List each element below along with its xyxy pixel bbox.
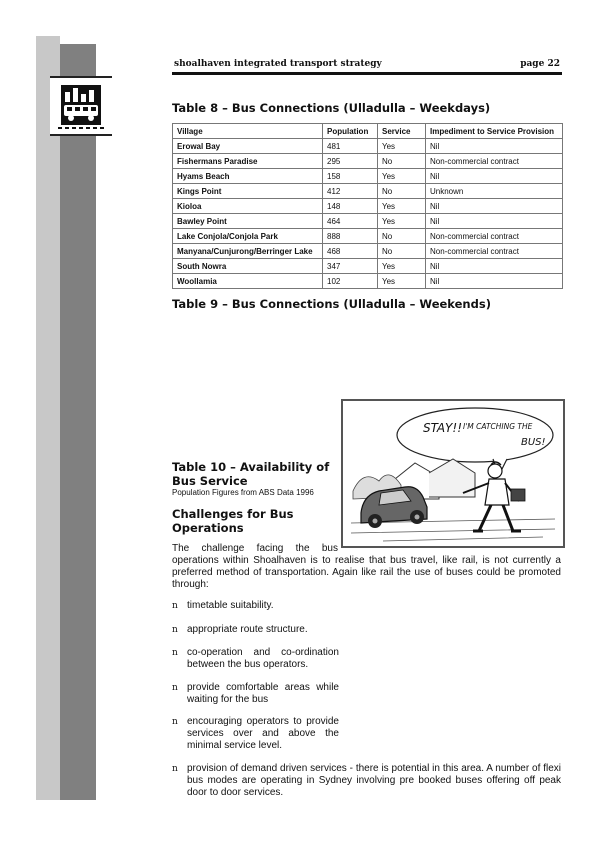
table-row bbox=[173, 274, 563, 289]
village-cell: Erowal Bay bbox=[173, 139, 323, 154]
population-cell: 158 bbox=[323, 169, 378, 184]
village-cell: Bawley Point bbox=[173, 214, 323, 229]
service-cell: No bbox=[378, 244, 426, 259]
table-8-title: Table 8 – Bus Connections (Ulladulla – Weekdays) bbox=[172, 101, 491, 115]
service-cell: Yes bbox=[378, 169, 426, 184]
impediment-cell: Unknown bbox=[426, 184, 563, 199]
village-cell: Lake Conjola/Conjola Park bbox=[173, 229, 323, 244]
margin-bar-light bbox=[36, 36, 60, 800]
table-8 bbox=[172, 123, 563, 289]
service-cell: Yes bbox=[378, 274, 426, 289]
impediment-cell: Non-commercial contract bbox=[426, 244, 563, 259]
table-row bbox=[173, 259, 563, 274]
table-row bbox=[173, 169, 563, 184]
population-cell: 888 bbox=[323, 229, 378, 244]
impediment-cell: Non-commercial contract bbox=[426, 229, 563, 244]
bullet-text: appropriate route structure. bbox=[187, 624, 308, 635]
table-10-subtitle: Population Figures from ABS Data 1996 bbox=[172, 488, 314, 497]
bullet-text: encouraging operators to provide services over and above the minimal service level. bbox=[187, 716, 339, 751]
population-cell: 347 bbox=[323, 259, 378, 274]
impediment-cell: Nil bbox=[426, 199, 563, 214]
table-9-title: Table 9 – Bus Connections (Ulladulla – Weekends) bbox=[172, 297, 491, 311]
village-cell: Fishermans Paradise bbox=[173, 154, 323, 169]
speech-text-catching: I'M CATCHING THE bbox=[463, 422, 533, 431]
village-cell: Hyams Beach bbox=[173, 169, 323, 184]
paragraph-first-line: The challenge facing the bus bbox=[172, 543, 338, 554]
bullet-marker: n bbox=[172, 683, 178, 693]
village-cell: Kings Point bbox=[173, 184, 323, 199]
column-header-village: Village bbox=[173, 124, 323, 139]
bullet-marker: n bbox=[172, 601, 178, 611]
bullet-marker: n bbox=[172, 764, 178, 774]
population-cell: 468 bbox=[323, 244, 378, 259]
impediment-cell: Nil bbox=[426, 274, 563, 289]
impediment-cell: Nil bbox=[426, 214, 563, 229]
service-cell: No bbox=[378, 229, 426, 244]
table-row bbox=[173, 244, 563, 259]
population-cell: 412 bbox=[323, 184, 378, 199]
column-header-population: Population bbox=[323, 124, 378, 139]
table-10-title: Table 10 – Availability of Bus Service bbox=[172, 460, 330, 488]
service-cell: Yes bbox=[378, 139, 426, 154]
table-row bbox=[173, 229, 563, 244]
section-heading: Challenges for Bus Operations bbox=[172, 507, 294, 535]
service-cell: Yes bbox=[378, 259, 426, 274]
population-cell: 481 bbox=[323, 139, 378, 154]
city-bus-icon bbox=[50, 78, 112, 134]
bullet-text: timetable suitability. bbox=[187, 600, 274, 611]
column-header-service: Service bbox=[378, 124, 426, 139]
population-cell: 295 bbox=[323, 154, 378, 169]
page-number: page 22 bbox=[520, 59, 560, 69]
bullet-marker: n bbox=[172, 717, 178, 727]
village-cell: Manyana/Cunjurong/Berringer Lake bbox=[173, 244, 323, 259]
table-row bbox=[173, 199, 563, 214]
city-logo bbox=[50, 76, 112, 136]
table-row bbox=[173, 184, 563, 199]
paragraph-body: operations within Shoalhaven is to realise that bus travel, like rail, is not currently a preferred method of transportation. Again like rail the use of buses could be promoted through: bbox=[172, 555, 561, 590]
column-header-impediment: Impediment to Service Provision bbox=[426, 124, 563, 139]
bullet-marker: n bbox=[172, 648, 178, 658]
bullet-text: provision of demand driven services - there is potential in this area. A number of flexi bus modes are operating in Sydney involving pre booked buses offering off peak door to door services. bbox=[187, 763, 561, 798]
service-cell: Yes bbox=[378, 199, 426, 214]
village-cell: Kioloa bbox=[173, 199, 323, 214]
population-cell: 102 bbox=[323, 274, 378, 289]
impediment-cell: Nil bbox=[426, 169, 563, 184]
document-title: shoalhaven integrated transport strategy bbox=[174, 59, 382, 69]
service-cell: Yes bbox=[378, 214, 426, 229]
speech-text-bus: BUS! bbox=[521, 437, 546, 448]
cartoon-drawing bbox=[343, 401, 563, 546]
speech-text-stay: STAY!! bbox=[423, 421, 463, 435]
impediment-cell: Non-commercial contract bbox=[426, 154, 563, 169]
bullet-text: provide comfortable areas while waiting for the bus bbox=[187, 682, 339, 705]
village-cell: South Nowra bbox=[173, 259, 323, 274]
running-header bbox=[172, 56, 562, 75]
table-header-row bbox=[173, 124, 563, 139]
service-cell: No bbox=[378, 154, 426, 169]
service-cell: No bbox=[378, 184, 426, 199]
impediment-cell: Nil bbox=[426, 259, 563, 274]
table-row bbox=[173, 214, 563, 229]
population-cell: 148 bbox=[323, 199, 378, 214]
bullet-marker: n bbox=[172, 625, 178, 635]
bus-cartoon-illustration bbox=[341, 399, 565, 548]
impediment-cell: Nil bbox=[426, 139, 563, 154]
margin-bar-dark bbox=[60, 44, 96, 800]
challenges-paragraph bbox=[172, 543, 561, 591]
population-cell: 464 bbox=[323, 214, 378, 229]
table-row bbox=[173, 154, 563, 169]
village-cell: Woollamia bbox=[173, 274, 323, 289]
table-row bbox=[173, 139, 563, 154]
bullet-text: co-operation and co-ordination between the bus operators. bbox=[187, 647, 339, 670]
